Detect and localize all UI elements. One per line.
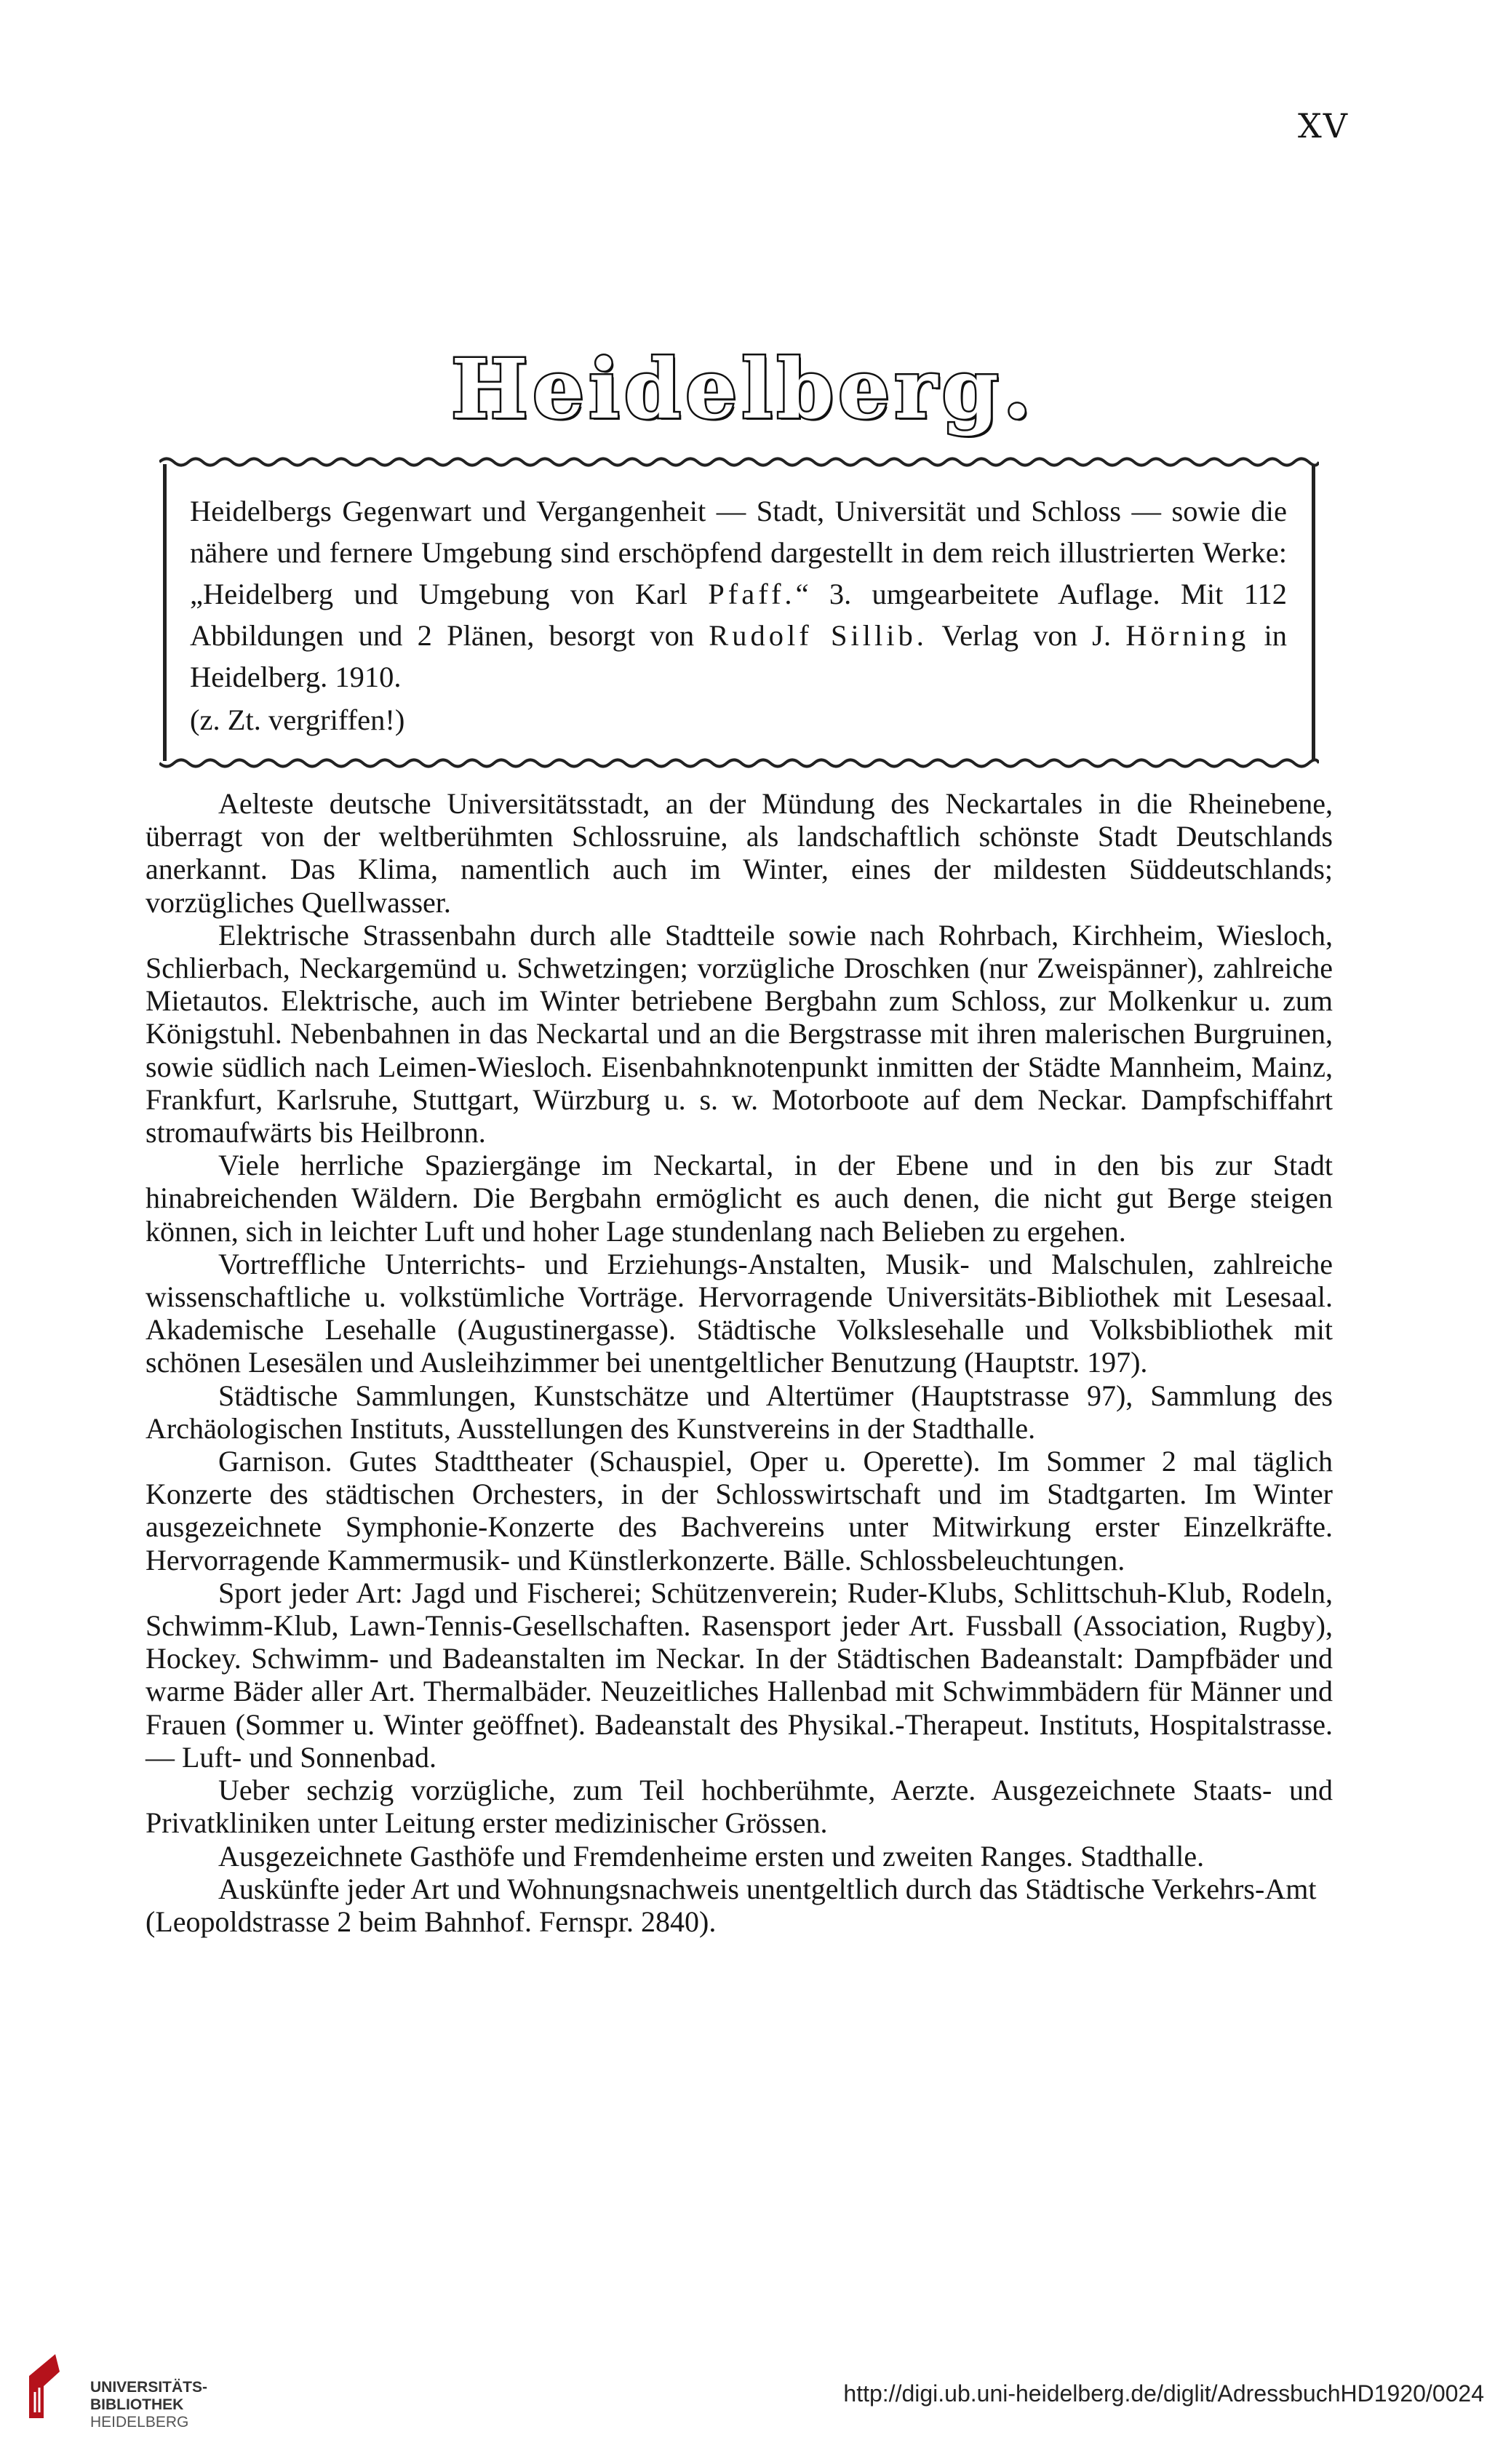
paragraph-hotels: Ausgezeichnete Gasthöfe und Fremdenheime ersten und zweiten Ranges. Stadthalle.	[218, 1839, 1205, 1873]
paragraph-intro: Aelteste deutsche Universitätsstadt, an der Mündung des Neckartales in die Rheinebene, überragt von der weltberühmten Schlossruine, als landschaftlich schönste Stadt Deutschlands anerkannt. Das Klima, namentlich auch im Winter, eines der mildesten Süddeutschlands; vorzügliches Quellwasser.	[145, 787, 1333, 919]
notice-text	[190, 490, 1287, 741]
paragraph-collections: Städtische Sammlungen, Kunstschätze und Altertümer (Hauptstrasse 97), Sammlung des Archäologischen Instituts, Ausstellungen des Kunstvereins in der Stadthalle.	[145, 1379, 1333, 1445]
paragraph-culture: Garnison. Gutes Stadttheater (Schauspiel, Oper u. Operette). Im Sommer 2 mal täglich Konzerte des städtischen Orchesters, in der Schlosswirtschaft und im Stadtgarten. Im Winter ausgezeichnete Symphonie-Konzerte des Bachvereins unter Mitwirkung erster Einzelkräfte. Hervorragende Kammermusik- und Künstlerkonzerte. Bälle. Schlossbeleuchtungen.	[145, 1445, 1333, 1576]
paragraph-walks: Viele herrliche Spaziergänge im Neckartal, in der Ebene und in den bis zur Stadt hinabreichenden Wäldern. Die Bergbahn ermöglicht es auch denen, die nicht gut Berge steigen können, sich in leichter Luft und hoher Lage stundenlang nach Belieben zu ergehen.	[145, 1149, 1333, 1248]
wavy-border-bottom	[159, 755, 1319, 771]
notice-part3: Verlag von J.	[927, 619, 1126, 652]
library-name-line2: BIBLIOTHEK	[90, 2396, 184, 2413]
wavy-border-top	[159, 454, 1319, 470]
notice-author-pfaff: Pfaff.	[708, 578, 796, 610]
library-logo-icon	[19, 2350, 64, 2423]
notice-part4: in Heidelberg. 1910.	[190, 619, 1287, 693]
notice-author-sillib: Rudolf Sillib.	[709, 619, 928, 652]
library-name-line3: HEIDELBERG	[90, 2414, 189, 2431]
notice-part1: Heidelbergs Gegenwart und Vergangenheit — Stadt, Universität und Schloss — sowie die nähere und fernere Umgebung sind erschöpfend dargestellt in dem reich illustrierten Werke: „Heidelberg und Umgebung von Karl	[190, 495, 1287, 610]
source-url-link[interactable]: http://digi.ub.uni-heidelberg.de/diglit/AdressbuchHD1920/0024	[843, 2380, 1484, 2407]
notice-box	[163, 464, 1315, 761]
paragraph-education: Vortreffliche Unterrichts- und Erziehungs-Anstalten, Musik- und Malschulen, zahlreiche wissenschaftliche u. volkstümliche Vorträge. Hervorragende Universitäts-Bibliothek mit Lesesaal. Akademische Lesehalle (Augustinergasse). Städtische Volkslesehalle und Volksbibliothek mit schönen Lesesälen und Ausleihzimmer bei unentgeltlicher Benutzung (Hauptstr. 197).	[145, 1247, 1333, 1379]
page-number: XV	[1298, 106, 1349, 145]
notice-publisher: Hörning	[1125, 619, 1250, 652]
paragraph-information: Auskünfte jeder Art und Wohnungsnachweis unentgeltlich durch das Städtische Verkehrs-Amt (Leopoldstrasse 2 beim Bahnhof. Fernspr. 2840).	[145, 1872, 1317, 1938]
paragraph-doctors: Ueber sechzig vorzügliche, zum Teil hochberühmte, Aerzte. Ausgezeichnete Staats- und Privatkliniken unter Leitung erster medizinischer Grössen.	[145, 1774, 1333, 1840]
paragraph-transport: Elektrische Strassenbahn durch alle Stadtteile sowie nach Rohrbach, Kirchheim, Wiesloch, Schlierbach, Neckargemünd u. Schwetzingen; vorzügliche Droschken (nur Zweispänner), zahlreiche Mietautos. Elektrische, auch im Winter betriebene Bergbahn zum Schloss, zur Molkenkur u. zum Königstuhl. Nebenbahnen in das Neckartal und an die Bergstrasse mit ihren malerischen Burgruinen, sowie südlich nach Leimen-Wiesloch. Eisenbahnknotenpunkt inmitten der Städte Mannheim, Mainz, Frankfurt, Karlsruhe, Stuttgart, Würzburg u. s. w. Motorboote auf dem Neckar. Dampfschiffahrt stromaufwärts bis Heilbronn.	[145, 918, 1333, 1149]
page-title: Heidelberg.	[451, 342, 1036, 437]
notice-part2: “ 3. umgearbeitete Auflage. Mit 112 Abbildungen und 2 Plänen, besorgt von	[190, 578, 1287, 652]
paragraph-sport: Sport jeder Art: Jagd und Fischerei; Schützenverein; Ruder-Klubs, Schlittschuh-Klub, Rodeln, Schwimm-Klub, Lawn-Tennis-Gesellschaften. Rasensport jeder Art. Fussball (Association, Rugby), Hockey. Schwimm- und Badeanstalten im Neckar. In der Städtischen Badeanstalt: Dampfbäder und warme Bäder aller Art. Thermalbäder. Neuzeitliches Hallenbad mit Schwimmbädern für Männer und Frauen (Sommer u. Winter geöffnet). Badeanstalt des Physikal.-Therapeut. Instituts, Hospitalstrasse. — Luft- und Sonnenbad.	[145, 1576, 1333, 1774]
notice-last-line: (z. Zt. vergriffen!)	[190, 703, 405, 736]
library-name	[90, 2379, 207, 2431]
library-name-line1: UNIVERSITÄTS-	[90, 2379, 208, 2396]
body-text	[145, 787, 1333, 1938]
